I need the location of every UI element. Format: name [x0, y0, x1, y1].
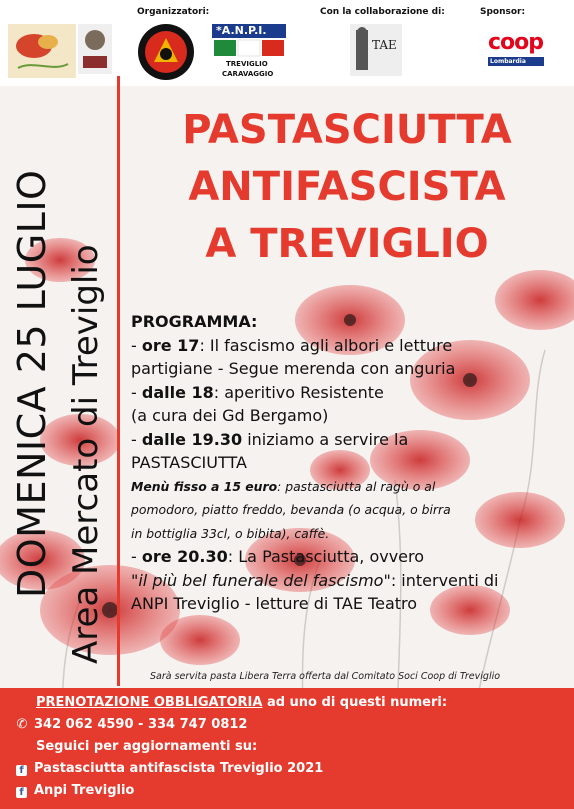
vertical-divider [117, 76, 120, 686]
program-item-4-time: ore 20.30 [141, 547, 228, 566]
program-item-3-time: dalle 19.30 [141, 429, 243, 449]
event-date: DOMENICA 25 LUGLIO [10, 169, 54, 598]
facebook-icon: f [16, 787, 27, 798]
title-line-3: A TREVIGLIO [205, 221, 489, 267]
program-item-4-continued: ANPI Treviglio - letture di TAE Teatro [131, 594, 418, 613]
program-item-1: - ore 17: Il fascismo agli albori e letture [131, 335, 453, 355]
menu-price: Menù fisso a 15 euro [131, 478, 278, 494]
program-item-4-quote-line [131, 569, 571, 593]
program-item-4-quote: "il più bel funerale del fascismo" [131, 570, 391, 590]
footer-contact-bar [0, 688, 574, 809]
round-association-logo [134, 22, 198, 82]
facebook-page-2[interactable] [16, 783, 134, 798]
booking-rest: ad uno di questi numeri: [262, 695, 448, 710]
program-item-2: - dalle 18: aperitivo Resistente [131, 382, 384, 402]
anpi-caption-1: TREVIGLIO [226, 60, 268, 68]
program-section [131, 310, 571, 616]
title-line-1: PASTASCIUTTA [182, 107, 512, 153]
program-item-1-continued: partigiane - Segue merenda con anguria [131, 359, 456, 378]
collaboration-label: Con la collaborazione di: [320, 7, 445, 17]
booking-required: PRENOTAZIONE OBBLIGATORIA [36, 695, 263, 710]
menu-line-2: pomodoro, piatto freddo, bevanda (o acqua, o birra [131, 502, 451, 517]
facebook-icon: f [16, 765, 27, 776]
phone-numbers[interactable]: 342 062 4590 - 334 747 0812 [34, 717, 248, 732]
coop-logo-text: coop [488, 30, 544, 55]
event-location: Area Mercato di Treviglio [66, 244, 106, 664]
event-title [122, 102, 572, 273]
anpi-caption-2: CARAVAGGIO [222, 70, 274, 78]
program-item-4-text: : La Pastasciutta, ovvero [227, 547, 425, 566]
facebook-page-2-name: Anpi Treviglio [34, 783, 135, 798]
menu-text-1: : pastasciutta al ragù o al [277, 478, 436, 494]
anpi-logo [212, 24, 286, 82]
program-item-3-text: iniziamo a servire la [242, 429, 409, 449]
organizers-label: Organizzatori: [137, 7, 210, 17]
follow-line: Seguici per aggiornamenti su: [36, 739, 258, 754]
facebook-page-1-name: Pastasciutta antifascista Treviglio 2021 [34, 761, 324, 776]
phone-line [16, 717, 247, 732]
anpi-logo-text: *A.N.P.I. [216, 24, 267, 37]
program-heading: PROGRAMMA: [131, 312, 258, 331]
program-item-4-text-b: : interventi di [390, 570, 499, 590]
program-item-3: - dalle 19.30 iniziamo a servire la [131, 429, 409, 449]
program-item-2-continued: (a cura dei Gd Bergamo) [131, 406, 329, 425]
menu-line-1 [131, 475, 571, 499]
program-item-4: - ore 20.30: La Pastasciutta, ovvero [131, 547, 425, 566]
facebook-page-1[interactable] [16, 761, 323, 776]
tae-logo-text: TAE [372, 38, 397, 52]
tae-theatre-logo [350, 24, 402, 76]
title-line-2: ANTIFASCISTA [188, 164, 506, 210]
pasta-note: Sarà servita pasta Libera Terra offerta dal Comitato Soci Coop di Treviglio [150, 671, 501, 682]
phone-icon: ✆ [16, 717, 28, 732]
cerm-logo [78, 24, 112, 74]
program-item-1-text: : Il fascismo agli albori e letture [199, 335, 453, 355]
coop-logo [488, 30, 544, 70]
coop-logo-subtitle: Lombardia [488, 57, 544, 66]
program-item-2-text: : aperitivo Resistente [213, 382, 384, 402]
logos-header [0, 0, 574, 82]
program-item-2-time: dalle 18 [141, 382, 214, 402]
booking-line [36, 695, 447, 710]
sponsor-label: Sponsor: [480, 7, 526, 17]
program-item-1-time: ore 17 [141, 335, 200, 355]
menu-line-3: in bottiglia 33cl, o bibita), caffè. [131, 525, 330, 541]
program-item-3-continued: PASTASCIUTTA [131, 453, 247, 472]
pasta-logo [8, 24, 76, 78]
